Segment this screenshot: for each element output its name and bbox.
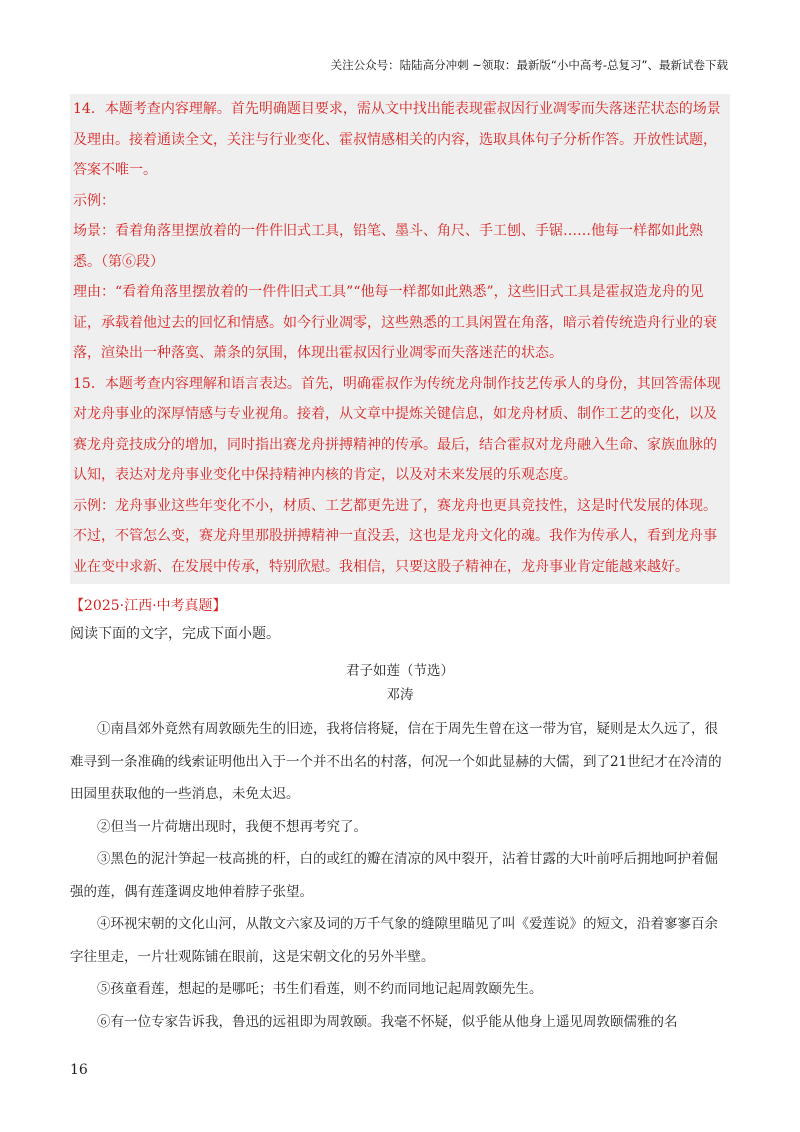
article-author: 邓涛 [386, 687, 414, 703]
page-number: 16 [70, 1062, 88, 1078]
paragraph-4: ④环视宋朝的文化山河，从散文六家及词的万千气象的缝隙里瞄见了叫《爱莲说》的短文，沿着寥寥百余字往里走，一片壮观陈铺在眼前，这是宋朝文化的另外半壁。 [70, 916, 718, 965]
exam-source-tag: 【2025·江西·中考真题】 [70, 598, 227, 614]
paragraph-3: ③黑色的泥汁笋起一枝高挑的杆，白的或红的瓣在清凉的风中裂开，沾着甘露的大叶前呼后拥地呵护着倔强的莲，偶有莲蓬调皮地伸着脖子张望。 [70, 851, 718, 900]
answer-14-example-label: 示例： [73, 192, 115, 209]
answer-block [70, 94, 730, 584]
article-title: 君子如莲（节选） [346, 663, 454, 679]
paragraph-5: ⑤孩童看莲，想起的是哪吒；书生们看莲，则不约而同地记起周敦颐先生。 [97, 981, 543, 997]
answer-14: 14．本题考查内容理解。首先明确题目要求，需从文中找出能表现霍叔因行业凋零而失落迷茫状态的场景及理由。接着通读全文，关注与行业变化、霍叔情感相关的内容，选取具体句子分析作答。开放性试题，答案不唯一。 [73, 101, 721, 178]
answer-14-reason: 理由：“看着角落里摆放着的一件件旧式工具”“他每一样都如此熟悉”，这些旧式工具是霍叔造龙舟的见证，承载着他过去的回忆和情感。如今行业凋零，这些熟悉的工具闲置在角落，暗示着传统造舟行业的衰落，渲染出一种落寞、萧条的氛围，体现出霍叔因行业凋零而失落迷茫的状态。 [73, 284, 717, 361]
answer-15-example: 示例：龙舟事业这些年变化不小，材质、工艺都更先进了，赛龙舟也更具竞技性，这是时代发展的体现。不过，不管怎么变，赛龙舟里那股拼搏精神一直没丢，这也是龙舟文化的魂。我作为传承人，看到龙舟事业在变中求新、在发展中传承，特别欣慰。我相信，只要这股子精神在，龙舟事业肯定能越来越好。 [73, 497, 717, 575]
paragraph-1: ①南昌郊外竟然有周敦颐先生的旧迹，我将信将疑，信在于周先生曾在这一带为官，疑则是太久远了，很难寻到一条准确的线索证明他出入于一个并不出名的村落，何况一个如此显赫的大儒，到了21世纪才在冷清的田园里获取他的一些消息，未免太迟。 [70, 721, 722, 802]
paragraph-2: ②但当一片荷塘出现时，我便不想再考究了。 [97, 818, 367, 835]
answer-15: 15．本题考查内容理解和语言表达。首先，明确霍叔作为传统龙舟制作技艺传承人的身份，其回答需体现对龙舟事业的深厚情感与专业视角。接着，从文章中提炼关键信息，如龙舟材质、制作工艺的变化，以及赛龙舟竞技成分的增加，同时指出赛龙舟拼搏精神的传承。最后，结合霍叔对龙舟融入生命、家族血脉的认知，表达对龙舟事业变化中保持精神内核的肯定，以及对未来发展的乐观态度。 [73, 375, 721, 483]
answer-14-scene: 场景：看着角落里摆放着的一件件旧式工具，铅笔、墨斗、角尺、手工刨、手锯……他每一样都如此熟悉。（第⑥段） [73, 223, 703, 270]
page-header: 关注公众号：陆陆高分冲刺 ~领取：最新版“小中高考-总复习”、最新试卷下载 [330, 58, 728, 72]
paragraph-6: ⑥有一位专家告诉我，鲁迅的远祖即为周敦颐。我毫不怀疑，似乎能从他身上遥见周敦颐儒雅的名 [97, 1013, 678, 1030]
article-body [70, 713, 730, 1038]
reading-instruction: 阅读下面的文字，完成下面小题。 [70, 626, 280, 642]
